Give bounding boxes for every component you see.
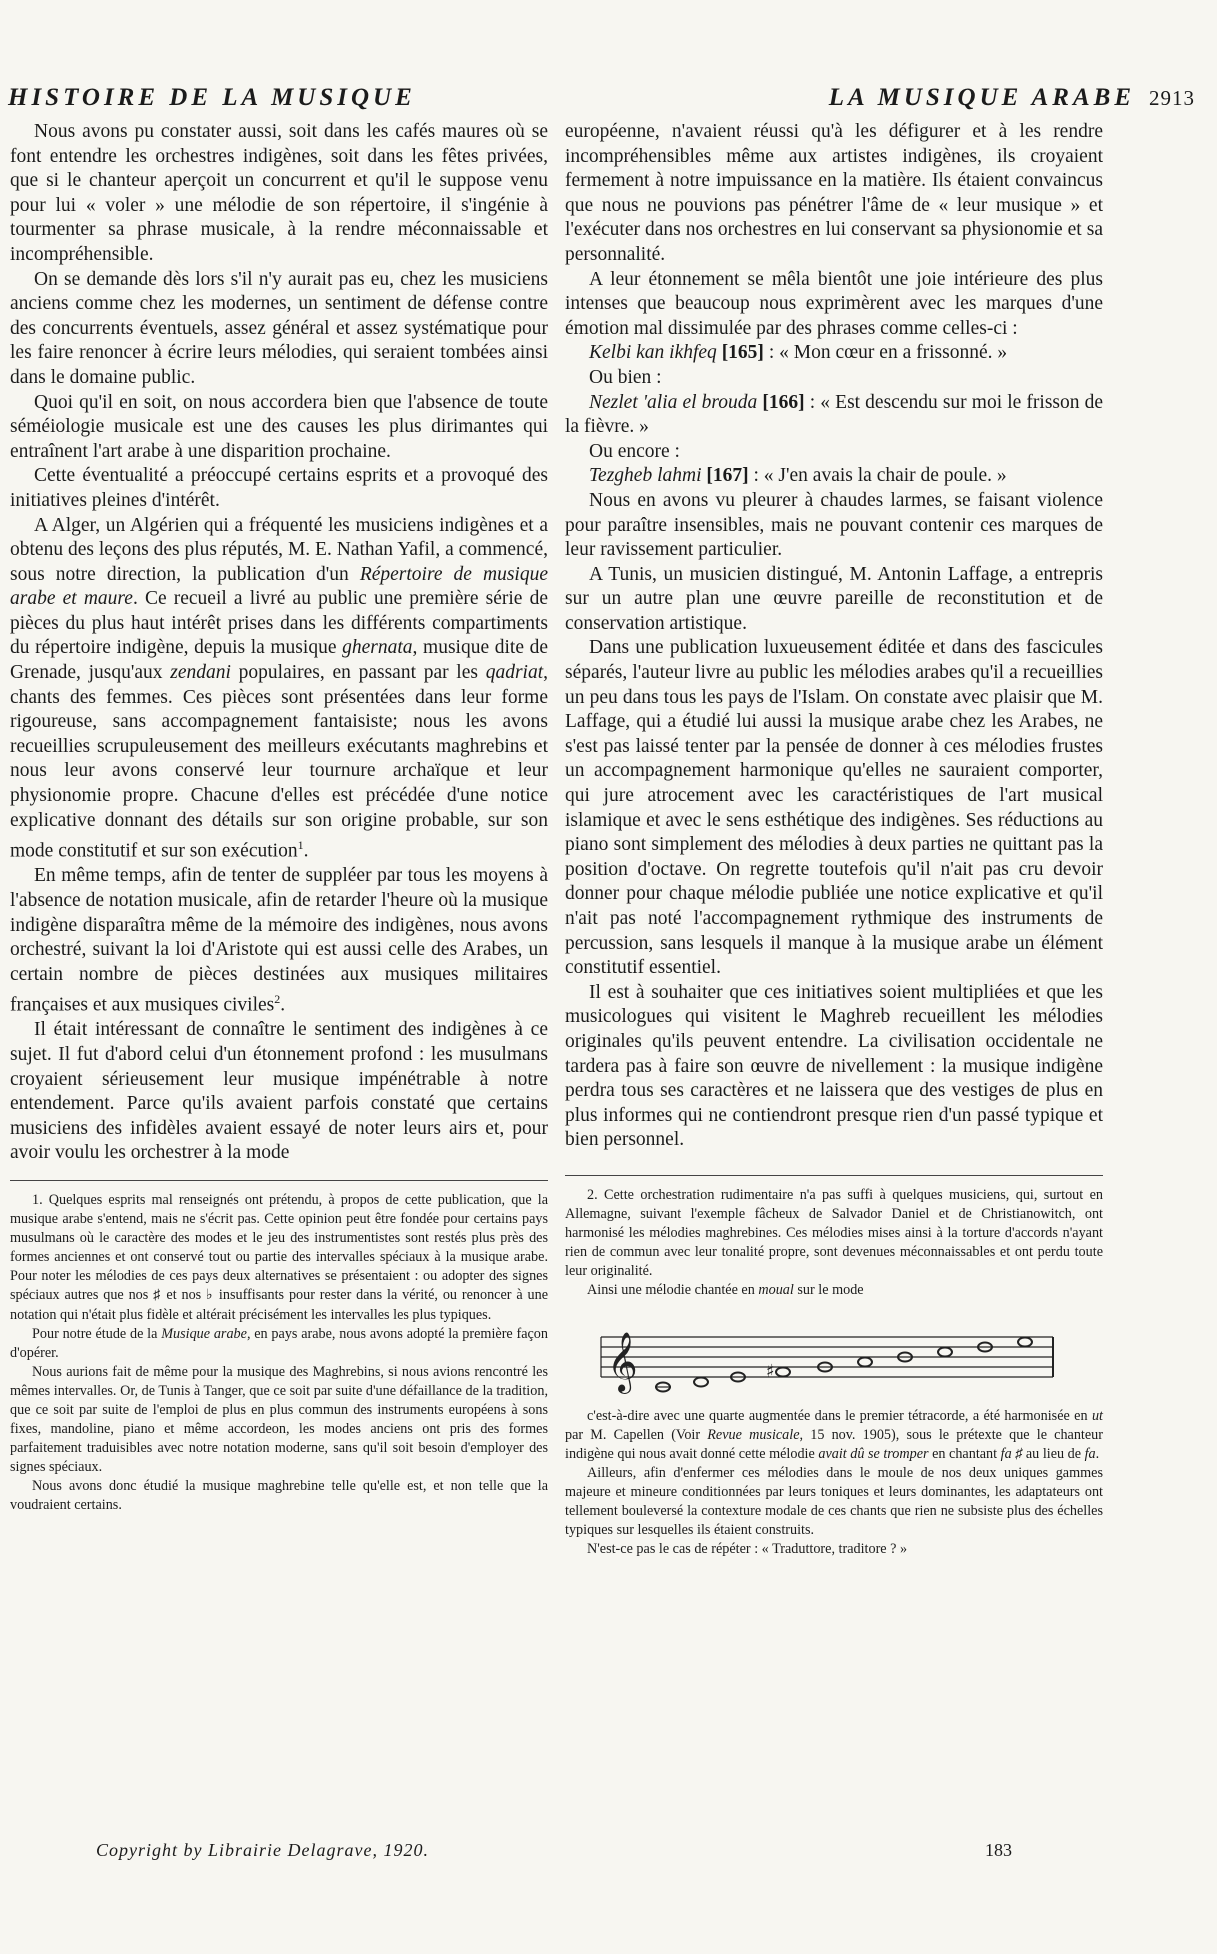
footnote-ref-2[interactable]: 2 [274, 992, 281, 1007]
quote-1: Kelbi kan ikhfeq [165] : « Mon cœur en a frissonné. » [589, 342, 1008, 364]
page-number: 2913 [1149, 86, 1195, 110]
paragraph: Dans une publication luxueusement éditée et dans des fascicules séparés, l'auteur livre au public les mélodies arabes qu'il a recueillies un peu dans tous les pays de l'Islam. On constate avec plaisir que M. Laffage, qui a étudié lui aussi la musique arabe chez les Arabes, ne s'est pas laissé tenter par la pensée de donner à ces mélodies frustes un accompagnement harmonique qu'elles ne sauraient comporter, qui jure atrocement avec les caractéristiques de l'art musical islamique et avec le sens esthétique des indigènes. Ses réductions au piano sont simplement des mélodies à deux parties ne quittant pas la position d'octave. On regrette toutefois qu'il n'ait pas cru devoir donner pour chaque mélodie publiée une notice explicative et qu'il n'ait pas noté l'accompagnement rythmique des instruments de percussion, sans lesquels il manque à la musique arabe un élément constitutif essentiel. [565, 637, 1103, 979]
paragraph-military: En même temps, afin de tenter de suppléer par tous les moyens à l'absence de notation musicale, afin de retarder l'heure où la musique indigène disparaîtra même de la mémoire des indigènes, nous avons orchestré, suivant la loi d'Aristote qui est aussi celle des Arabes, un certain nombre de pièces destinées aux musiques militaires françaises et aux musiques civiles$^2$. [10, 865, 548, 1016]
paragraph: A leur étonnement se mêla bientôt une joie intérieure des plus intenses que beaucoup nous exprimèrent avec les marques d'une émotion mal dissimulée par des phrases comme celles-ci : [565, 268, 1103, 339]
running-header-left: HISTOIRE DE LA MUSIQUE [8, 84, 416, 111]
quote-3: Tezgheb lahmi [167] : « J'en avais la chair de poule. » [589, 465, 1007, 487]
note-ref-165[interactable]: [165] [721, 342, 764, 364]
paragraph: Il était intéressant de connaître le sentiment des indigènes à ce sujet. Il fut d'abord celui d'un étonnement profond : les musulmans croyaient sérieusement leur musique impénétrable à notre entendement. Parce qu'ils avaient parfois constaté que certains musiciens des infidèles avaient essayé de noter leurs airs et, pour avoir voulu les orchestrer à la mode [10, 1019, 548, 1164]
copyright-line: Copyright by Librairie Delagrave, 1920. [96, 1840, 429, 1860]
note-ref-167[interactable]: [167] [706, 465, 749, 487]
paragraph: On se demande dès lors s'il n'y aurait pas eu, chez les musiciens anciens comme chez les modernes, un sentiment de défense contre des concurrents éventuels, assez général et assez systématique pour les faire renoncer à écrire leurs mélodies, qui seraient tombées ainsi dans le domaine public. [10, 268, 548, 388]
quote-2: Nezlet 'alia el brouda [166] : « Est descendu sur moi le frisson de la fièvre. » [565, 391, 1104, 438]
treble-clef-icon: 𝄞 [607, 1331, 638, 1392]
footnote-1: 1. Quelques esprits mal renseignés ont prétendu, à propos de cette publication, que la musique arabe s'entend, mais ne s'écrit pas. Cette opinion peut être fondée pour certains pays musulmans où le caractère des modes et le jeu des instrumentistes sont restés plus près des formes anciennes et ont conservé tout ou partie des intervalles spéciaux à la musique arabe. Pour noter les mélodies de ces pays deux alternatives se présentaient : ou adopter des signes spéciaux autres que nos ♯ et nos ♭ insuffisants pour rester dans la vérité, ou renoncer à une notation qui n'était plus fidèle et altérait précisément les intervalles les plus typiques. Pour notre étude de la Musique arabe, en pays arabe, nous avons adopté la première façon d'opérer. Nous aurions fait de même pour la musique des Maghrebins, si nous avions rencontré les mêmes intervalles. Or, de Tunis à Tanger, que ce soit par suite d'une défaillance de la tradition, que ce soit par suite de l'emploi de plus en plus commun des instruments européens à sons fixes, mandoline, piano et même accordeon, les modes anciens ont pris des formes parfaitement traduisibles avec notre notation moderne, sans qu'il soit besoin d'employer des signes spéciaux. Nous avons donc étudié la musique maghrebine telle qu'elle est, et non telle que la voudraient certains. [10, 1191, 548, 1514]
paragraph-alger: A Alger, un Algérien qui a fréquenté les musiciens indigènes et a obtenu des leçons des plus réputés, M. E. Nathan Yafil, a commencé, sous notre direction, la publication d'un Répertoire de musique arabe et maure. Ce recueil a livré au public une première série de pièces du plus haut intérêt prises dans les différents compartiments du répertoire indigène, depuis la musique ghernata, musique dite de Grenade, jusqu'aux zendani populaires, en passant par les qadriat, chants des femmes. Ces pièces sont présentées dans leur forme rigoureuse, sans accompagnement fantaisiste; nous les avons recueillies scrupuleusement des meilleurs exécutants maghrebins et nous leur avons conservé leur tournure archaïque et leur physionomie propre. Chacune d'elles est précédée d'une notice explicative donnant des détails sur son origine probable, sur son mode constitutif et sur son exécution$^1$. [10, 514, 548, 862]
left-column [10, 120, 548, 1516]
paragraph: européenne, n'avaient réussi qu'à les défigurer et à les rendre incompréhensibles même aux artistes indigènes, ils croyaient fermement à notre impuissance en la matière. Ils étaient convaincus que nous ne pouvions pas pénétrer l'âme de « leur musique » et l'exécuter dans nos orchestres en lui conservant sa physionomie et sa personnalité. [565, 121, 1103, 265]
right-column: européenne, n'avaient réussi qu'à les défigurer et à les rendre incompréhensibles même aux artistes indigènes, ils croyaient fermement à notre impuissance en la matière. Ils étaient convaincus que nous ne pouvions pas pénétrer l'âme de « leur musique » et l'exécuter dans nos orchestres en lui conservant sa physionomie et sa personnalité. A leur étonnement se mêla bientôt une joie intérieure des plus intenses que beaucoup nous exprimèrent avec les marques d'une émotion mal dissimulée par des phrases comme celles-ci : Kelbi kan ikhfeq [165] : « Mon cœur en a frissonné. » Ou bien : Nezlet 'alia el brouda [166] : « Est descendu sur moi le frisson de la fièvre. » Ou encore : Tezgheb lahmi [167] : « J'en avais la chair de poule. » Nous en avons vu pleurer à chaudes larmes, se faisant violence pour paraître insensibles, mais ne pouvant contenir ces marques de leur ravissement particulier. A Tunis, un musicien distingué, M. Antonin Laffage, a entrepris sur un autre plan une œuvre pareille de reconstitution et de conservation artistique. Dans une publication luxueusement éditée et dans des fascicules séparés, l'auteur livre au public les mélodies arabes qu'il a recueillies un peu dans tous les pays de l'Islam. On constate avec plaisir que M. Laffage, qui a étudié lui aussi la musique arabe chez les Arabes, ne s'est pas laissé tenter par la pensée de donner à ces mélodies frustes un accompagnement harmonique qu'elles ne sauraient comporter, qui jure atrocement avec les caractéristiques de l'art musical islamique et avec le sens esthétique des indigènes. Ses réductions au piano sont simplement des mélodies à deux parties ne quittant pas la position d'octave. On regrette toutefois qu'il n'ait pas cru devoir donner pour chaque mélodie publiée une notice explicative et qu'il n'ait pas noté l'accompagnement rythmique des instruments de percussion, sans lesquels il manque à la musique arabe un élément constitutif essentiel. Il est à souhaiter que ces initiatives soient multipliées et que les musicologues qui visitent le Maghreb recueillent les mélodies originales qu'ils peuvent entendre. La civilisation occidentale ne tardera pas à faire son œuvre de nivellement : la musique indigène perdra tous ses caractères et ne laissera que des vestiges de plus en plus informes qui ne contiendront presque rien d'un passé typique et bien personnel. 2. Cette orchestration rudimentaire n'a pas suffi à quelques musiciens, qui, surtout en Allemagne, suivant l'exemple fâcheux de Salvador Daniel et de Christianowitch, ont harmonisé les mélodies maghrebines. Ces mélodies mises ainsi à la torture d'accords n'ayant rien de commun avec leur tonalité propre, sont devenues méconnaissables et ont perdu toute leur originalité. Ainsi une mélodie chantée en moual sur le mode 𝄞 ♯ c'est-à-dire avec une quarte augmentée dans le premier tétracorde, a été harmonisée en ut par M. Capellen (Voir Revue musicale, 15 nov. 1905), sous le prétexte que le chanteur indigène qui nous avait donné cette mélodie avait dû se tromper en chantant fa ♯ au lieu de fa. Ailleurs, afin d'enfermer ces mélodies dans le moule de nos deux uniques gammes majeure et mineure conditionnées par leurs toniques et leurs dominantes, les adaptateurs ont tellement bouleversé la contexture modale de ces chants que rien ne subsiste plus des échelles typiques sur lesquelles ils étaient construits. N'est-ce pas le cas de répéter : « Traduttore, traditore ? » [565, 120, 1103, 1559]
paragraph: Il est à souhaiter que ces initiatives soient multipliées et que les musicologues qui visitent le Maghreb recueillent les mélodies originales qu'ils peuvent entendre. La civilisation occidentale ne tardera pas à faire son œuvre de nivellement : la musique indigène perdra tous ses caractères et ne laissera que des vestiges de plus en plus informes qui ne contiendront presque rien d'un passé typique et bien personnel. [565, 981, 1103, 1151]
paragraph: A Tunis, un musicien distingué, M. Antonin Laffage, a entrepris sur un autre plan une œuvre pareille de reconstitution et de conservation artistique. [565, 563, 1103, 634]
repertoire-title: Répertoire de musique arabe et maure [10, 563, 548, 610]
note-ref-166[interactable]: [166] [762, 391, 805, 413]
footnote-divider [565, 1175, 1103, 1176]
paragraph: Cette éventualité a préoccupé certains esprits et a provoqué des initiatives pleines d'intérêt. [10, 465, 548, 511]
footnote-2: 2. Cette orchestration rudimentaire n'a pas suffi à quelques musiciens, qui, surtout en Allemagne, suivant l'exemple fâcheux de Salvador Daniel et de Christianowitch, ont harmonisé les mélodies maghrebines. Ces mélodies mises ainsi à la torture d'accords n'ayant rien de commun avec leur tonalité propre, sont devenues méconnaissables et ont perdu toute leur originalité. Ainsi une mélodie chantée en moual sur le mode 𝄞 ♯ c'est-à-dire avec une quarte augmentée dans le premier tétracorde, a été harmonisée en ut par M. Capellen (Voir Revue musicale, 15 nov. 1905), sous le prétexte que le chanteur indigène qui nous avait donné cette mélodie avait dû se tromper en chantant fa ♯ au lieu de fa. Ailleurs, afin d'enfermer ces mélodies dans le moule de nos deux uniques gammes majeure et mineure conditionnées par leurs toniques et leurs dominantes, les adaptateurs ont tellement bouleversé la contexture modale de ces chants que rien ne subsiste plus des échelles typiques sur lesquelles ils étaient construits. N'est-ce pas le cas de répéter : « Traduttore, traditore ? » [565, 1186, 1103, 1558]
music-staff-notation [593, 1315, 1063, 1399]
footnote-divider [10, 1180, 548, 1181]
running-header-title: LA MUSIQUE ARABE [828, 84, 1135, 111]
paragraph: Nous avons pu constater aussi, soit dans les cafés maures où se font entendre les orchestres indigènes, soit dans les fêtes privées, que si le chanteur aperçoit un concurrent et qu'il le suppose venu pour lui « voler » une mélodie de son répertoire, il s'ingénie à tourmenter sa phrase musicale, à la rendre méconnaissable et incompréhensible. [10, 121, 548, 265]
sharp-icon: ♯ [766, 1360, 775, 1382]
running-header-right [829, 84, 1195, 112]
paragraph: Nous en avons vu pleurer à chaudes larmes, se faisant violence pour paraître insensibles, mais ne pouvant contenir ces marques de leur ravissement particulier. [565, 489, 1103, 561]
folio-number: 183 [985, 1840, 1012, 1860]
paragraph: Quoi qu'il en soit, on nous accordera bien que l'absence de toute séméiologie musicale est une des causes les plus dirimantes qui entraînent l'art arabe à une disparition prochaine. [10, 391, 548, 462]
footnote-ref-1[interactable]: 1 [297, 838, 304, 853]
